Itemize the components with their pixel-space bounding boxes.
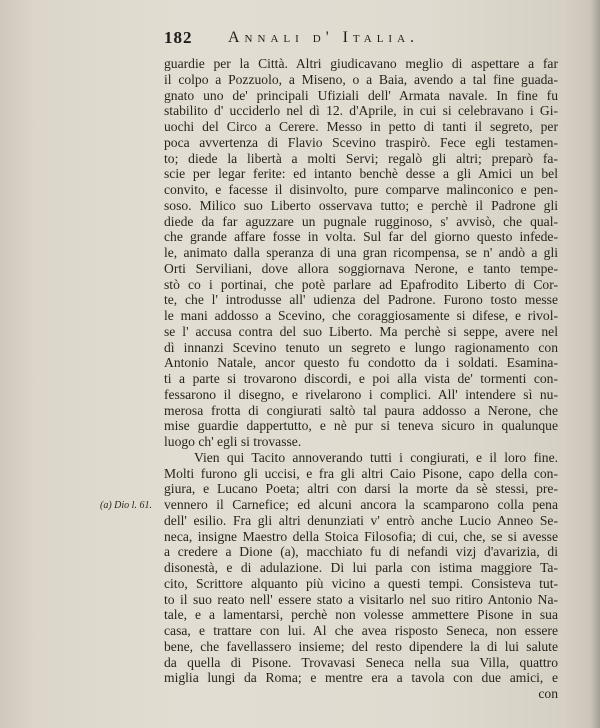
text-line: bene, che favellassero insieme; del resto dipendere la di lui salute: [164, 638, 558, 654]
text-line: casa, e trattare con lui. Al che avea risposto Seneca, non essere: [164, 623, 558, 638]
text-line: diede da far aguzzare un pugnale rugginoso, s' avvisò, che qual-: [164, 213, 558, 229]
text-line: giura, e Lucano Poeta; altri con darsi la morte da sè stessi, pre-: [164, 481, 558, 497]
text-line: Antonio Natale, ancor questo fu condotto da i soldati. Esamina-: [164, 355, 558, 371]
text-line: il colpo a Pozzuolo, a Miseno, o a Baia, avendo a tal fine guada-: [164, 71, 558, 87]
text-line: stabilito d' ucciderlo nel dì 12. d'Aprile, in cui si celebravano i Gi-: [164, 103, 558, 119]
text-line: te, che l' introdusse all' udienza del Padrone. Furono tosto messe: [164, 292, 558, 308]
text-line: disonestà, e di adulazione. Di lui parla con istima maggiore Ta-: [164, 560, 558, 575]
text-line: con: [538, 686, 558, 701]
body-text: [164, 56, 558, 702]
page-number: 182: [164, 28, 193, 47]
text-line: vennero il Carnefice; ed alcuni ancora la scamparono colla pena: [164, 497, 558, 512]
text-line: che grande affare fosse in volta. Sul far del giorno questo infede-: [164, 229, 558, 245]
text-line: luogo ch' egli si trovasse.: [164, 434, 302, 449]
text-line: gnato uno de' principali Ufiziali dell' Armata navale. In fine fu: [164, 87, 558, 103]
text-line: le mani addosso a Scevino, che coraggiosamente si difese, e rivol-: [164, 308, 558, 323]
text-line: da quella di Pisone. Trovavasi Seneca nella sua Villa, quattro: [164, 654, 558, 670]
text-line: Orti Serviliani, dove allora soggiornava Nerone, e tanto tempe-: [164, 260, 558, 276]
text-line: dell' esilio. Fra gli altri denunziati v' entrò anche Lucio Anneo Se-: [164, 512, 558, 528]
text-line: guardie per la Città. Altri giudicavano meglio di aspettare a far: [164, 56, 558, 71]
text-line: se l' accusa contra del suo Liberto. Ma perchè si seppe, avere nel: [164, 323, 558, 339]
text-line: a credere a Dione (a), macchiato fu di nefandi vizj d'avarizia, di: [164, 544, 558, 560]
text-line: merosa frotta di congiurati saltò tal paura addosso a Nerone, che: [164, 402, 558, 418]
text-line: scie per legar ferite: ed intanto benchè desse a gli Amici un bel: [164, 166, 558, 182]
running-title: Annali d' Italia.: [228, 29, 420, 46]
text-line: to il suo reato nell' essere stato a visitarlo nel suo ritiro Antonio Na-: [164, 591, 558, 607]
text-line: poca avvertenza di Flavio Scevino traspirò. Fece egli testamen-: [164, 134, 558, 150]
text-line: soso. Milico suo Liberto osservava tutto; e perchè il Padrone gli: [164, 197, 558, 213]
text-line: stò co i portinai, che potè parlare ad Epafrodito Liberto di Cor-: [164, 276, 558, 292]
text-line: cito, Scrittore alquanto più vicino a questi tempi. Consisteva tut-: [164, 575, 558, 591]
text-line: uochi del Circo a Cerere. Messo in petto di tanti il segreto, per: [164, 119, 558, 134]
text-line: neca, insigne Maestro della Stoica Filosofia; di cui, che, se si avesse: [164, 528, 558, 544]
text-line: ti a parte si trovarono discordi, e poi alla vista de' tormenti con-: [164, 371, 558, 386]
text-line: le, animato dalla speranza di una gran ricompensa, se n' andò a gli: [164, 245, 558, 260]
text-line: tale, e a lamentarsi, perchè non volesse ammettere Pisone in sua: [164, 607, 558, 623]
text-line: Vien qui Tacito annoverando tutti i congiurati, e il loro fine.: [194, 449, 558, 465]
text-line: fessarono il disegno, e rivelarono i complici. All' intendere sì nu-: [164, 386, 558, 402]
text-line: to; diede la libertà a molti Servi; regalò gli altri; preparò fa-: [164, 150, 558, 166]
margin-note: (a) Dio l. 61.: [100, 500, 152, 511]
text-line: miglia lungi da Roma; e mentre era a tavola con due amici, e: [164, 670, 558, 686]
text-line: convito, e facesse il disinvolto, pure comparve malinconico e pen-: [164, 182, 558, 197]
text-line: mise guardie dappertutto, e nè pur si teneva sicuro in qualunque: [164, 418, 558, 434]
text-line: Molti furono gli uccisi, e fra gli altri Caio Pisone, capo della con-: [164, 465, 558, 481]
text-line: dì innanzi Scevino tenuto un segreto e lungo ragionamento con: [164, 339, 558, 355]
